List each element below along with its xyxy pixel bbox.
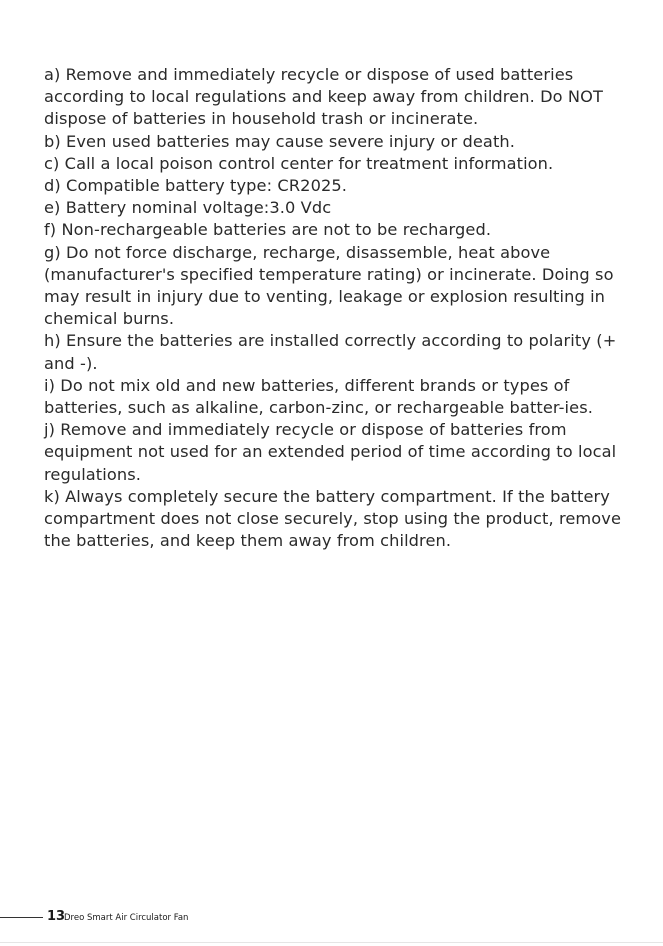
instruction-a: a) Remove and immediately recycle or dispose of used batteries according to local regulations and keep away from children. Do NOT dispose of batteries in household trash or incinerate. xyxy=(44,65,603,129)
bottom-divider xyxy=(0,942,663,943)
instruction-f: f) Non-rechargeable batteries are not to be recharged. xyxy=(44,220,492,240)
instruction-h: h) Ensure the batteries are installed correctly according to polarity (+ and -). xyxy=(44,331,617,373)
instruction-g: g) Do not force discharge, recharge, disassemble, heat above (manufacturer's specified temperature rating) or incinerate. Doing so may result in injury due to venting, leakage or explosion resulting in chemical burns. xyxy=(44,242,614,329)
page-number: 13 xyxy=(47,909,66,924)
instruction-c: c) Call a local poison control center for treatment information. xyxy=(44,153,554,173)
instruction-d: d) Compatible battery type: CR2025. xyxy=(44,176,348,196)
instruction-i: i) Do not mix old and new batteries, different brands or types of batteries, such as alkaline, carbon-zinc, or rechargeable batter-ies. xyxy=(44,375,593,418)
footer-title: Dreo Smart Air Circulator Fan xyxy=(64,913,189,923)
battery-safety-instructions xyxy=(44,64,644,552)
instruction-j: j) Remove and immediately recycle or dispose of batteries from equipment not used for an extended period of time according to local regulations. xyxy=(44,420,617,484)
instruction-e: e) Battery nominal voltage:3.0 Vdc xyxy=(44,198,332,218)
page-footer xyxy=(0,908,663,928)
footer-divider xyxy=(0,917,43,918)
instruction-b: b) Even used batteries may cause severe injury or death. xyxy=(44,131,515,151)
instruction-k: k) Always completely secure the battery compartment. If the battery compartment does not close securely, stop using the product, remove the batteries, and keep them away from children. xyxy=(44,486,622,551)
